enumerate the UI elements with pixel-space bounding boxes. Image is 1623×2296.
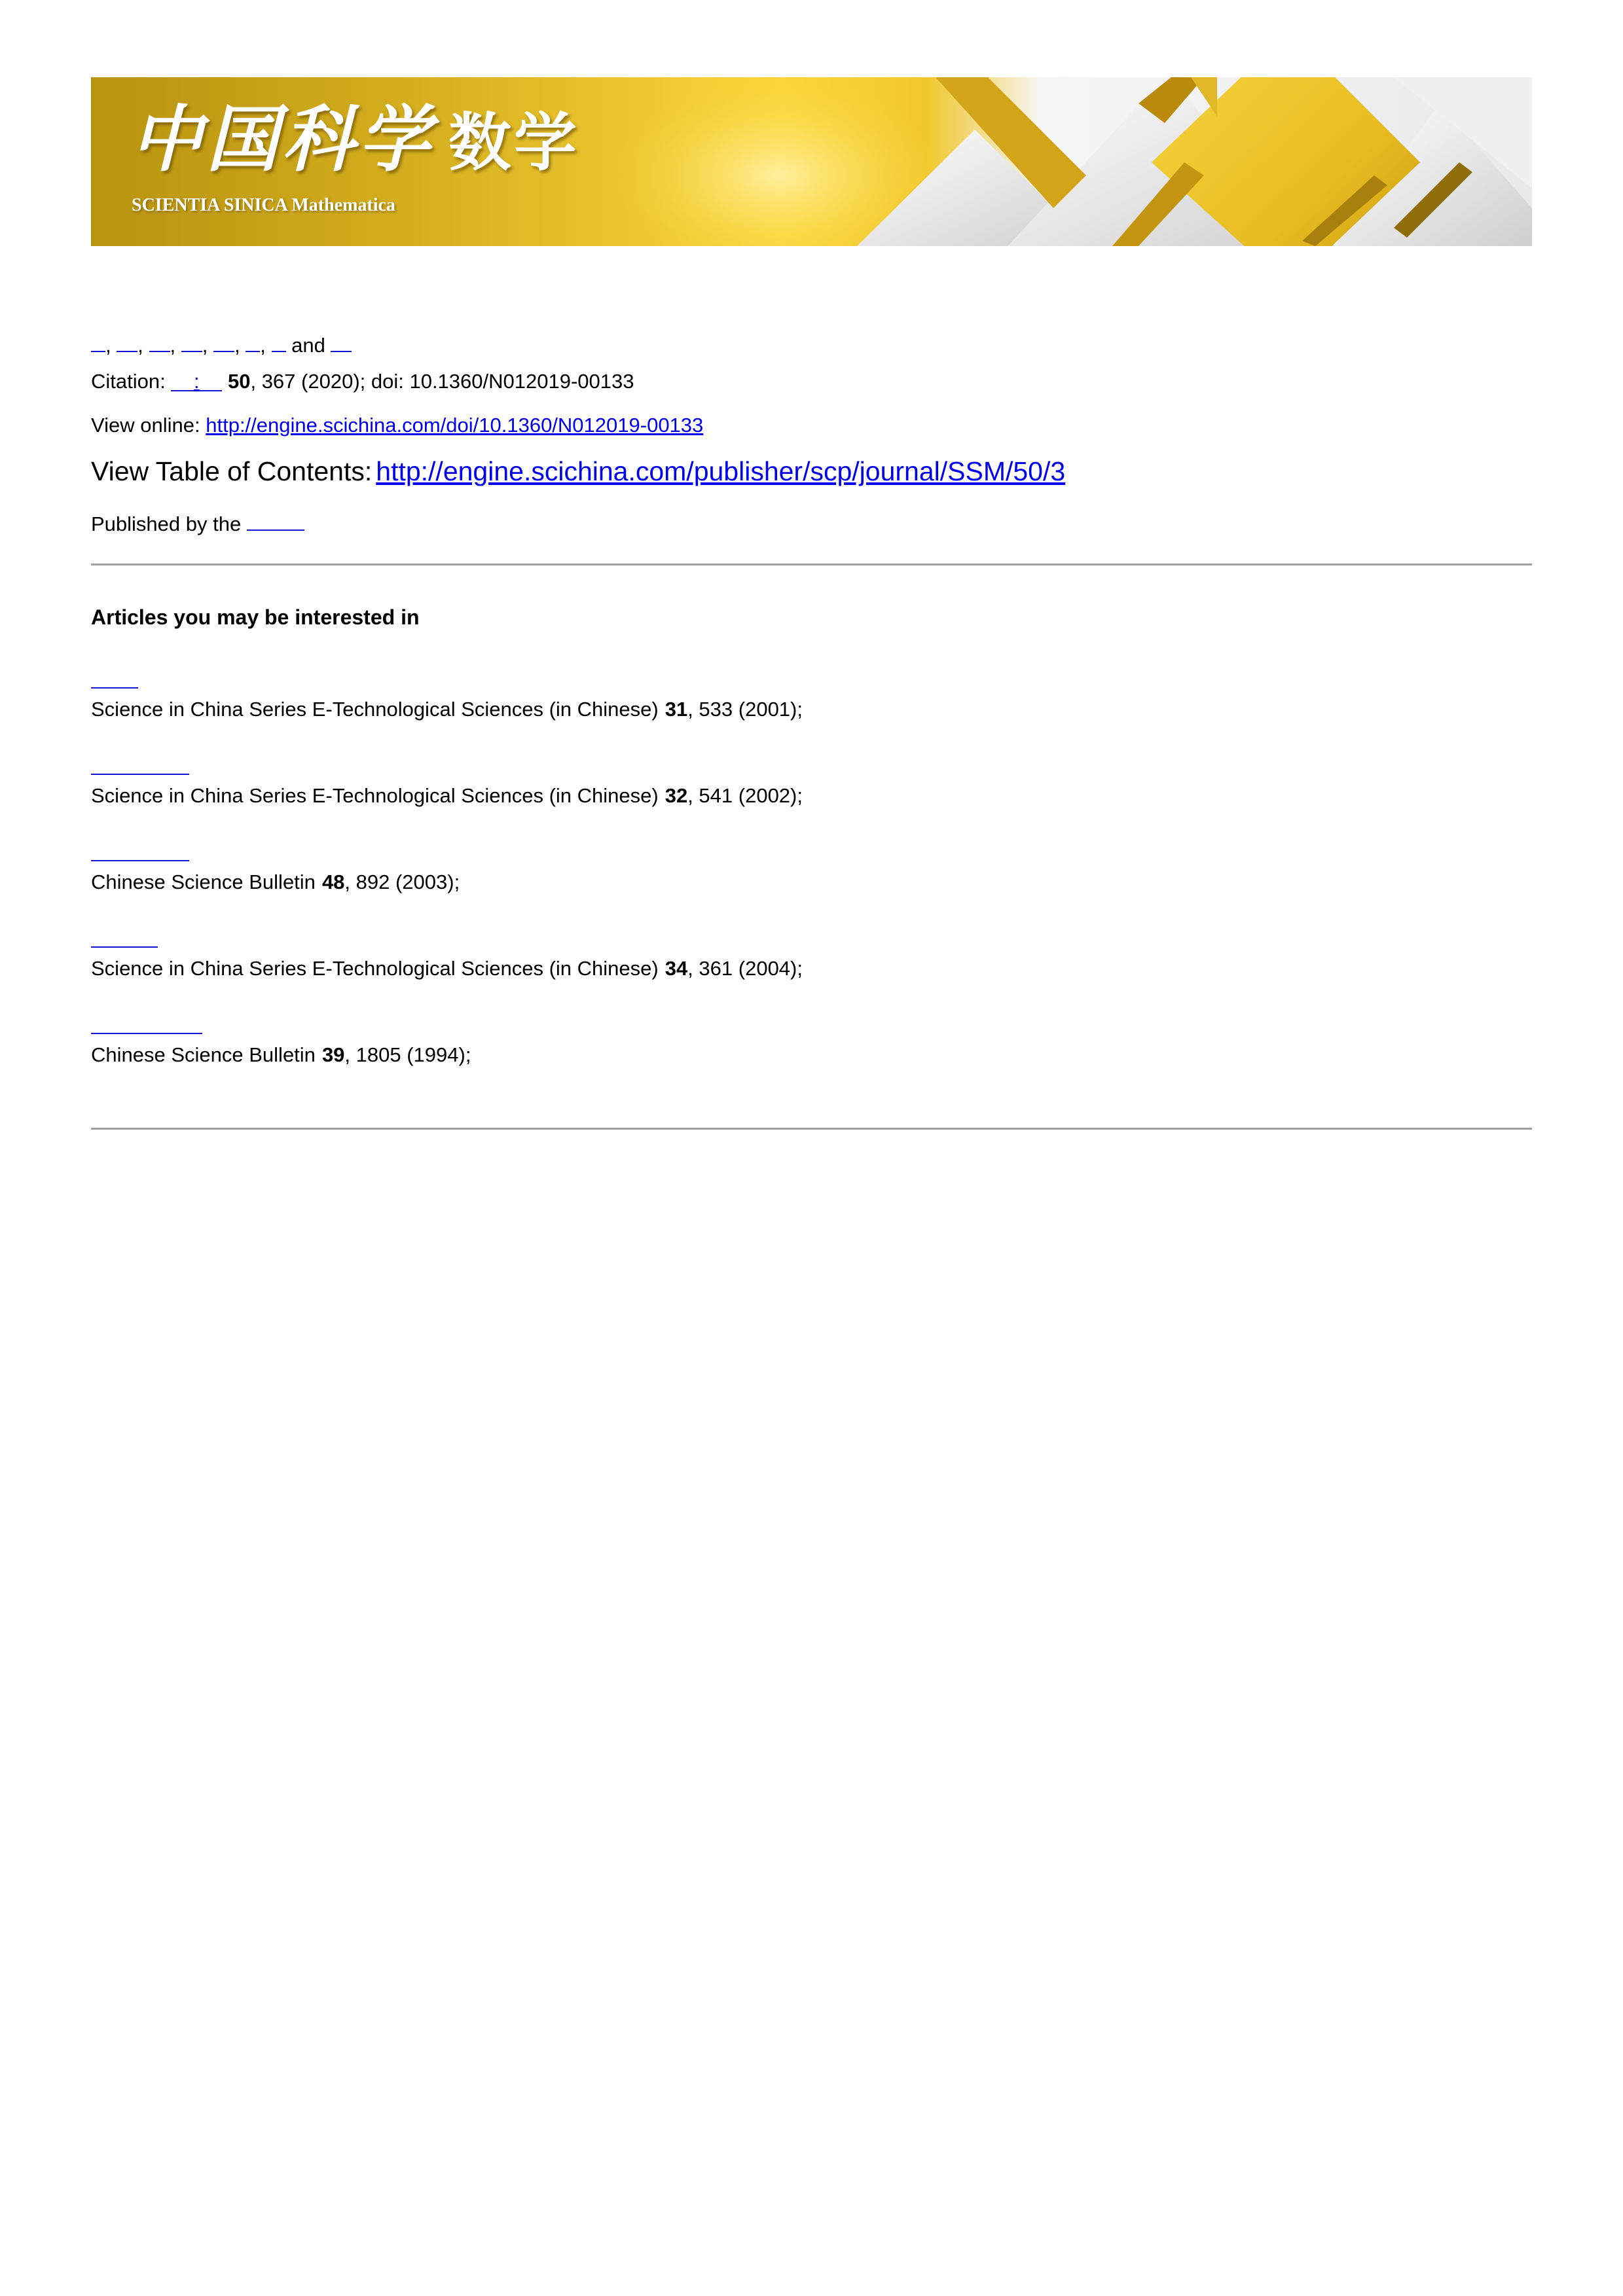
citation-line: [91, 370, 634, 393]
author-link[interactable]: [246, 331, 260, 352]
article-title-link[interactable]: [91, 1013, 202, 1034]
author-link[interactable]: [117, 331, 137, 352]
author-link[interactable]: [91, 331, 105, 352]
section-title: Articles you may be interested in: [91, 605, 420, 629]
author-link[interactable]: [272, 331, 286, 352]
article-title-link[interactable]: [91, 668, 138, 689]
authors-and: and: [291, 334, 325, 357]
article-reference: Science in China Series E-Technological Sciences (in Chinese) 32, 541 (2002);: [91, 784, 803, 807]
toc-link[interactable]: http://engine.scichina.com/publisher/scp/journal/SSM/50/3: [376, 456, 1066, 486]
article-title-link[interactable]: [91, 840, 189, 861]
divider: [91, 564, 1532, 565]
published-by-line: [91, 509, 304, 536]
citation-label: Citation:: [91, 370, 166, 393]
journal-banner: [91, 77, 1532, 246]
view-online-line: [91, 414, 703, 437]
published-by-label: Published by the: [91, 512, 242, 535]
list-item: [91, 754, 1466, 808]
article-title-link[interactable]: [91, 927, 158, 948]
toc-line: [91, 456, 1065, 487]
article-reference: Chinese Science Bulletin 39, 1805 (1994);: [91, 1043, 471, 1066]
author-link[interactable]: [181, 331, 202, 352]
list-item: [91, 1013, 1466, 1067]
authors-line: , , , , , , and: [91, 331, 352, 357]
list-item: [91, 668, 1466, 721]
banner-title: 中国科学 数学: [130, 97, 579, 181]
article-reference: Science in China Series E-Technological Sciences (in Chinese) 31, 533 (2001);: [91, 698, 803, 721]
divider: [91, 1128, 1532, 1130]
author-link[interactable]: [331, 331, 352, 352]
publisher-link[interactable]: [247, 509, 304, 531]
article-reference: Chinese Science Bulletin 48, 892 (2003);: [91, 870, 460, 893]
author-link[interactable]: [149, 331, 170, 352]
citation-journal-link[interactable]: :: [171, 370, 222, 391]
author-link[interactable]: [213, 331, 234, 352]
list-item: [91, 927, 1466, 980]
citation-details: , 367 (2020); doi: 10.1360/N012019-00133: [250, 370, 634, 393]
view-online-label: View online:: [91, 414, 200, 437]
citation-volume: 50: [227, 370, 251, 393]
list-item: [91, 840, 1466, 894]
article-reference: Science in China Series E-Technological Sciences (in Chinese) 34, 361 (2004);: [91, 957, 803, 980]
article-title-link[interactable]: [91, 754, 189, 775]
view-online-link[interactable]: http://engine.scichina.com/doi/10.1360/N012019-00133: [206, 414, 704, 437]
toc-label: View Table of Contents:: [91, 456, 373, 486]
banner-subtitle: SCIENTIA SINICA Mathematica: [132, 195, 395, 215]
